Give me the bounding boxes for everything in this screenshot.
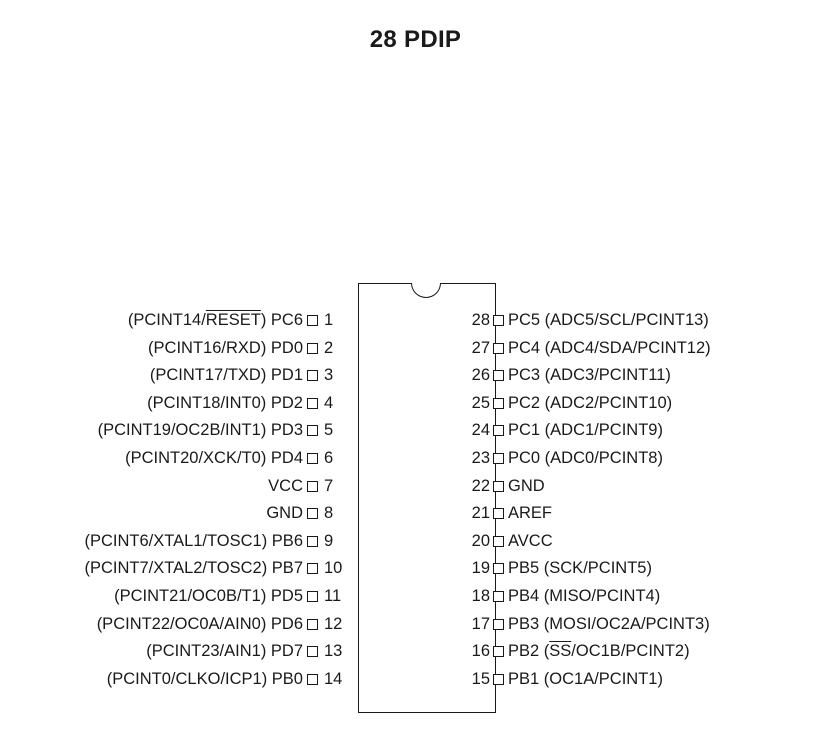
pin-label: PC2 (ADC2/PCINT10) [508,393,673,412]
pin-label: AVCC [508,531,553,550]
pin-box [493,453,504,464]
pin-number: 20 [471,531,490,550]
pin-box [493,315,504,326]
pin-box [493,508,504,519]
pin-row-left [146,639,342,663]
pin-label: (PCINT0/CLKO/ICP1) PB0 [106,669,303,688]
pin-label: (PCINT17/TXD) PD1 [149,366,303,385]
pin-number: 25 [471,393,490,412]
pin-label: (PCINT23/AIN1) PD7 [146,642,303,661]
pin-label: (PCINT16/RXD) PD0 [148,338,303,357]
pin-row-left [148,336,342,360]
pin-row-right [468,639,690,663]
pin-number: 11 [324,587,342,605]
overline-text: $\overline{SS}$ [549,642,572,661]
pin-number: 26 [471,366,490,385]
pin-row-left [150,363,342,387]
pin-box [307,619,318,630]
pin-label: AREF [508,504,553,523]
pin-label: (PCINT19/OC2B/INT1) PD3 [97,421,303,440]
pin-box [307,315,318,326]
pin-label: GND [266,504,303,523]
pin-number: 9 [324,531,334,550]
pin-row-right [468,529,553,553]
pin-label: PB5 (SCK/PCINT5) [508,559,652,578]
pin-number: 14 [324,669,343,688]
pin-number: 22 [471,476,490,495]
pin-number: 10 [324,559,343,578]
pin-box [493,591,504,602]
pin-box [307,591,318,602]
pin-label: (PCINT7/XTAL2/TOSC2) PB7 [84,559,303,578]
pin-label: PB3 (MOSI/OC2A/PCINT3) [508,614,710,633]
pin-label: PC0 (ADC0/PCINT8) [508,449,663,467]
pin-box [493,425,504,436]
pin-label: (PCINT20/XCK/T0) PD4 [125,449,303,467]
pin-label: GND [508,476,545,495]
pin-number: 5 [324,421,334,440]
pin-label: PC5 (ADC5/SCL/PCINT13) [508,311,709,329]
pin-row-right [468,556,652,580]
pin-box [307,674,318,685]
pin-number: 15 [471,669,490,688]
pin-row-left [84,529,342,553]
diagram-title: 28 PDIP [369,26,462,53]
pin-row-right [468,446,663,470]
pin-row-left [125,446,342,470]
pin-box [307,398,318,409]
pin-row-left [268,474,342,498]
pin-label: PB4 (MISO/PCINT4) [508,587,661,605]
pin-number: 3 [324,366,334,385]
pin-row-right [468,501,552,525]
chip-notch [411,283,441,298]
pin-number: 8 [324,504,334,523]
pin-box [307,453,318,464]
pin-row-right [468,667,663,691]
pin-number: 27 [471,338,490,357]
pin-number: 2 [324,338,334,357]
pin-label: PB2 $(\overline{SS}/OC1B/PCINT2)$ [508,642,690,661]
pin-row-right [468,336,711,360]
pin-row-right [468,584,660,608]
pin-row-left [147,391,342,415]
pin-row-left [98,418,342,442]
pin-number: 23 [471,449,490,467]
pin-box [307,508,318,519]
pin-number: 24 [471,421,490,440]
pin-row-right [468,391,672,415]
pin-number: 21 [471,504,490,523]
pin-row-right [468,474,545,498]
pin-row-right [468,363,671,387]
pin-label: (PCINT14/RESET) PC6 [127,311,303,329]
pin-number: 19 [471,559,490,578]
pin-label: PC3 (ADC3/PCINT11) [508,366,671,385]
pin-label: (PCINT6/XTAL1/TOSC1) PB6 [84,531,303,550]
pin-box [307,646,318,657]
pin-row-left [84,556,342,580]
pin-box [307,425,318,436]
pin-number: 1 [324,311,334,329]
pin-box [307,563,318,574]
pin-row-right [468,418,663,442]
pin-row-right [468,612,710,636]
pin-box [307,370,318,381]
pin-box [307,343,318,354]
pin-number: 13 [324,642,343,661]
pin-row-left [107,667,342,691]
pin-number: 7 [324,476,334,495]
pin-number: 6 [324,449,334,467]
pin-box [307,481,318,492]
pin-box [493,398,504,409]
overline-text: RESET [205,311,261,329]
pin-number: 16 [471,642,490,661]
pin-label: PB1 (OC1A/PCINT1) [508,669,663,688]
pin-box [493,563,504,574]
pin-box [493,674,504,685]
pin-box [493,536,504,547]
pin-box [493,370,504,381]
pin-label: (PCINT18/INT0) PD2 [147,393,303,412]
pin-row-left [266,501,342,525]
pin-number: 28 [471,311,490,329]
pin-box [493,343,504,354]
pin-number: 18 [471,587,490,605]
pin-label: VCC [268,476,303,495]
pin-label: (PCINT21/OC0B/T1) PD5 [114,587,303,605]
pin-label: PC4 (ADC4/SDA/PCINT12) [508,338,711,357]
pin-box [493,646,504,657]
pin-number: 4 [324,393,334,412]
pin-box [307,536,318,547]
pin-number: 17 [471,614,490,633]
pin-row-left [97,612,342,636]
pin-number: 12 [324,614,343,633]
pin-box [493,619,504,630]
pin-label: (PCINT22/OC0A/AIN0) PD6 [96,614,303,633]
pin-box [493,481,504,492]
pin-label: PC1 (ADC1/PCINT9) [508,421,663,440]
pin-row-left [114,584,342,608]
pin-row-left [128,308,342,332]
pin-row-right [468,308,709,332]
